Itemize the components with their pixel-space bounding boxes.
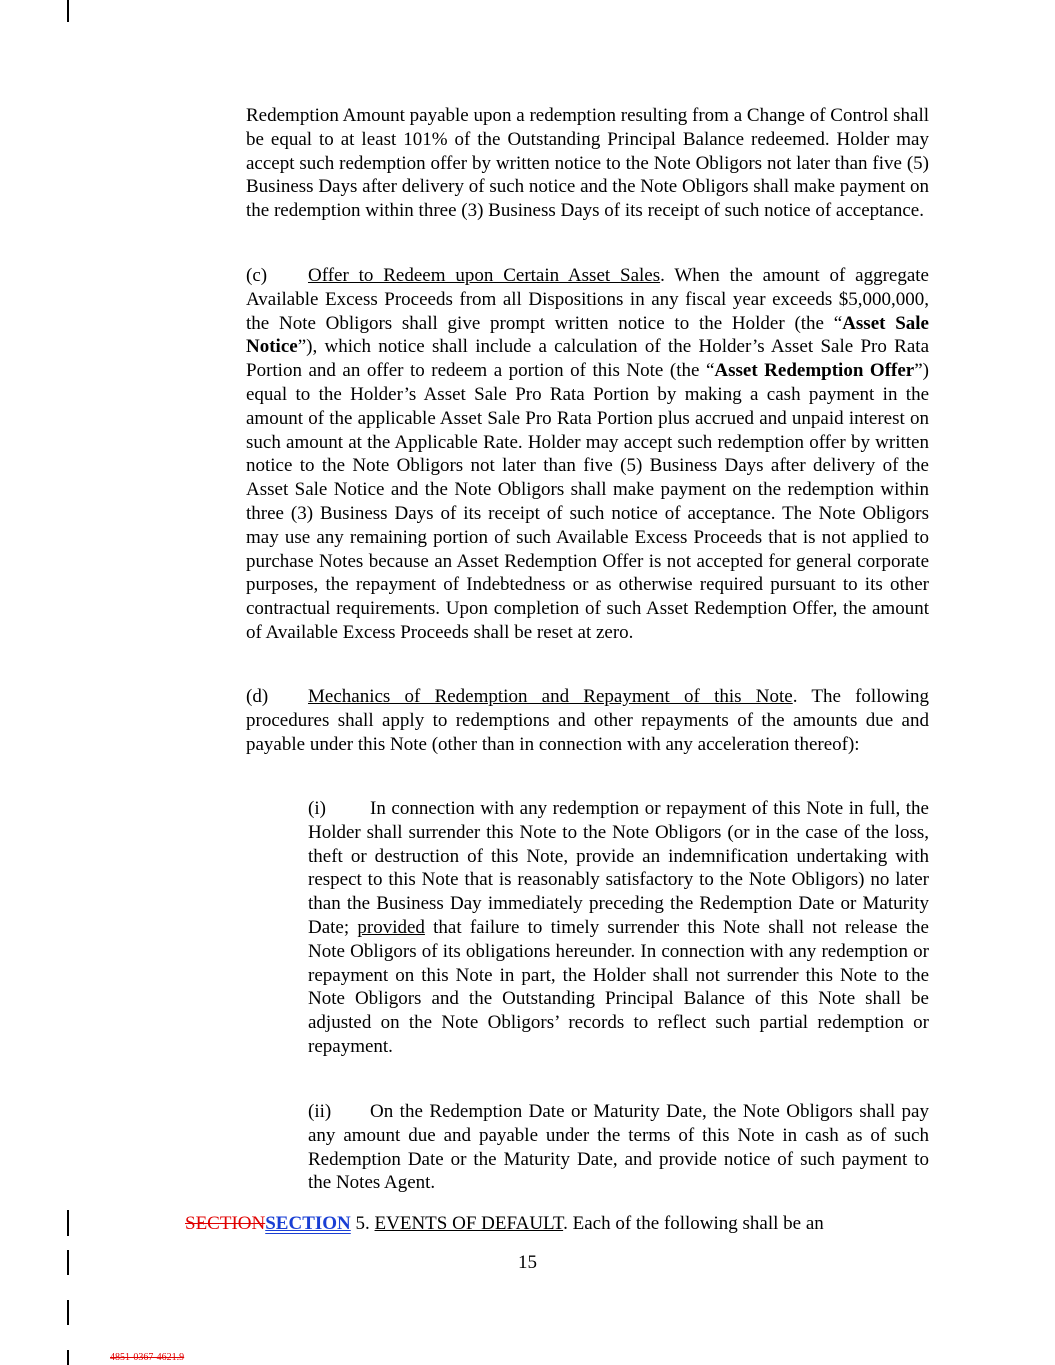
paragraph-c xyxy=(246,264,929,645)
paragraph-c-text-1: . When the amount of aggregate Available Excess Proceeds from all Dispositions in any fiscal year exceeds $5,000,000, the Note Obligors shall give prompt written notice to the Holder (the “ xyxy=(246,265,929,334)
provided-term: provided xyxy=(357,916,425,938)
paragraph-d-label: (d) xyxy=(246,686,269,707)
paragraph-i-text-1: In connection with any redemption or repayment of this Note in full, the Holder shall surrender this Note to the Note Obligors (or in the case of the loss, theft or destruction of this Note, provide an indemnification undertaking with respect to this Note that is reasonably satisfactory to the Note Obligors) no later than the Business Day immediately preceding the Redemption Date or Maturity Date; xyxy=(308,798,929,938)
paragraph-d-text: . The following procedures shall apply to redemptions and other repayments of the amounts due and payable under this Note (other than in connection with any acceleration thereof): xyxy=(246,686,929,755)
section-title: EVENTS OF DEFAULT xyxy=(374,1213,564,1234)
section-number: 5. xyxy=(350,1213,375,1234)
change-bar xyxy=(67,1300,69,1325)
change-bar xyxy=(67,1210,69,1236)
paragraph-ii-label: (ii) xyxy=(308,1101,332,1122)
paragraph-d-heading: Mechanics of Redemption and Repayment of this Note xyxy=(308,686,793,707)
paragraph-ii-text: On the Redemption Date or Maturity Date, the Note Obligors shall pay any amount due and payable under the terms of this Note in cash as of such Redemption Date or the Maturity Date, and provide notice of such payment to the Notes Agent. xyxy=(308,1101,929,1194)
paragraph-c-heading: Offer to Redeem upon Certain Asset Sales xyxy=(308,265,661,286)
paragraph-c-text-3: ”) equal to the Holder’s Asset Sale Pro Rata Portion by making a cash payment in the amount of the applicable Asset Sale Pro Rata Portion plus accrued and unpaid interest on such amount at the Applicable Rate. Holder may accept such redemption offer by written notice to the Note Obligors not later than five (5) Business Days after delivery of the Asset Sale Notice and the Note Obligors shall make payment on the redemption within three (3) Business Days of its receipt of such notice of acceptance. The Note Obligors may use any remaining portion of such Available Excess Proceeds that is not applied to purchase Notes because an Asset Redemption Offer is not accepted for general corporate purposes, the repayment of Indebtedness or as otherwise required pursuant to its other contractual requirements. Upon completion of such Asset Redemption Offer, the amount of Available Excess Proceeds shall be reset at zero. xyxy=(246,360,929,643)
deleted-text: SECTION xyxy=(185,1213,266,1234)
paragraph-i-label: (i) xyxy=(308,798,326,819)
paragraph-c-text-2: ”), which notice shall include a calculation of the Holder’s Asset Sale Pro Rata Portion and an offer to redeem a portion of this Note (the “ xyxy=(246,336,929,382)
change-bar xyxy=(67,0,69,22)
section-5-text: . Each of the following shall be an xyxy=(563,1213,824,1234)
defined-term-asset-redemption-offer: Asset Redemption Offer xyxy=(714,360,915,382)
document-id: 4851-0367-4621.9 xyxy=(110,1352,185,1363)
defined-term-asset-sale-notice: Asset Sale Notice xyxy=(246,312,929,358)
section-5-heading xyxy=(185,1212,929,1236)
paragraph-intro-text: Redemption Amount payable upon a redemption resulting from a Change of Control shall be equal to at least 101% of the Outstanding Principal Balance redeemed. Holder may accept such redemption offer by written notice to the Note Obligors not later than five (5) Business Days after delivery of such notice and the Note Obligors shall make payment on the redemption within three (3) Business Days of its receipt of such notice of acceptance. xyxy=(246,105,929,222)
paragraph-ii xyxy=(308,1100,929,1195)
paragraph-d xyxy=(246,685,929,756)
paragraph-intro xyxy=(246,104,929,223)
page-number: 15 xyxy=(518,1252,537,1273)
change-bar xyxy=(67,1350,69,1365)
paragraph-c-label: (c) xyxy=(246,265,268,286)
inserted-text: SECTION xyxy=(265,1213,351,1234)
paragraph-i xyxy=(308,797,929,1059)
paragraph-i-text-2: that failure to timely surrender this Note shall not release the Note Obligors of its obligations hereunder. In connection with any redemption or repayment on this Note in part, the Holder shall not surrender this Note to the Note Obligors and the Outstanding Principal Balance of this Note shall be adjusted on the Note Obligors’ records to reflect such partial redemption or repayment. xyxy=(308,916,929,1057)
